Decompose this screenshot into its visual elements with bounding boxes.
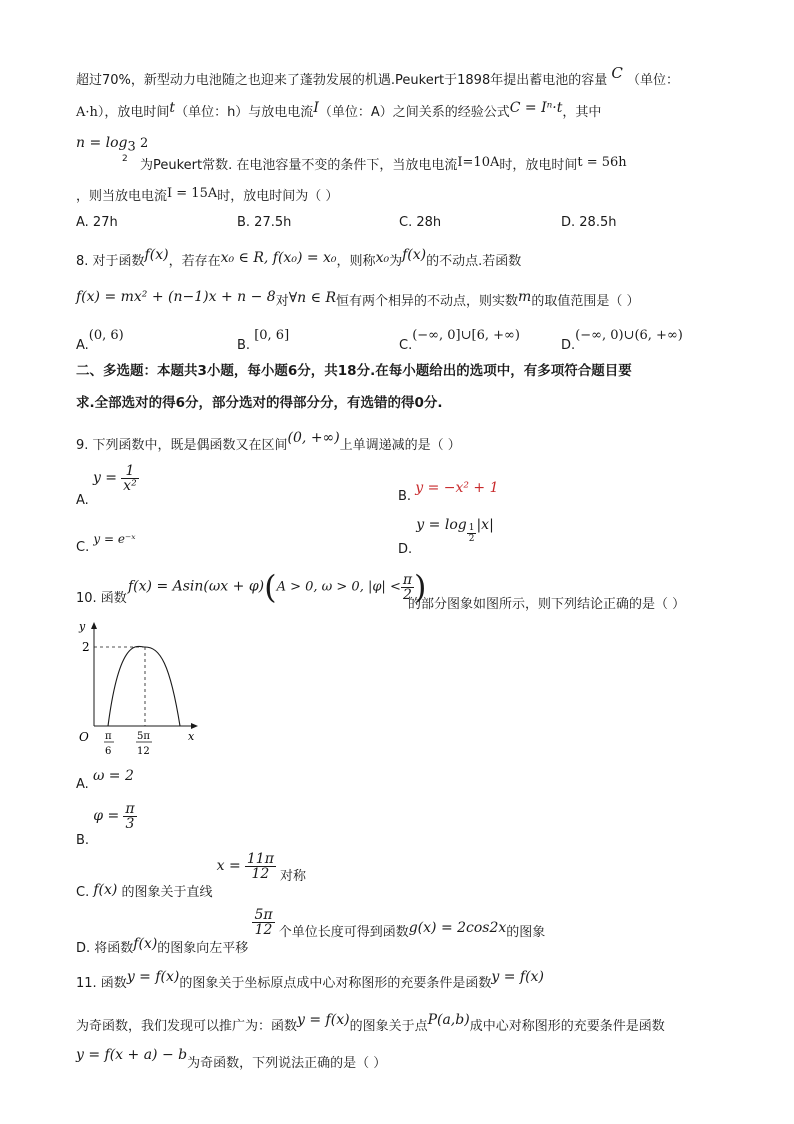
q7-n-formula: n = log [76, 135, 128, 151]
q8-line2-b: 恒有两个相异的不动点，则实数 [336, 294, 519, 309]
q7-line2-b: （单位：h）与放电电流 [175, 105, 314, 120]
q10-formula-block [128, 568, 427, 606]
q10-option-d-frac [252, 908, 274, 937]
q10-option-c-fx: f(x) [93, 882, 118, 898]
q9-stem [76, 430, 461, 455]
q10-option-b[interactable] [76, 801, 137, 848]
q8-option-c[interactable] [399, 328, 520, 353]
q8-fx: f(x) [144, 247, 169, 263]
q11-formula: y = f(x + a) − b [76, 1047, 188, 1063]
q7-option-d[interactable]: D. 28.5h [561, 215, 617, 230]
q10-stem-num: 10. 函数 [76, 591, 127, 606]
q7-i10: I=10A [457, 155, 500, 170]
q7-half: 2 [122, 154, 128, 164]
q8-option-d-value: (−∞, 0)∪(6, +∞) [575, 328, 683, 343]
q10-cond-den: 2 [402, 586, 412, 603]
q10-c-num: 11π [246, 851, 274, 867]
q10-b-den: 3 [125, 816, 135, 832]
q9-option-d[interactable] [398, 515, 494, 557]
q7-var-t: t [169, 100, 176, 116]
q8-line1-e: 的不动点.若函数 [426, 254, 522, 269]
q10-option-c-label: C. [76, 885, 90, 900]
q10-formula: f(x) = Asin(ωx + φ) [128, 578, 265, 595]
q7-var-c: C [611, 64, 623, 82]
q11-line2 [76, 1012, 665, 1036]
q10-cond: A > 0, ω > 0, |φ| < [276, 579, 401, 595]
q10-x-arrow [191, 723, 198, 729]
q7-line5 [76, 188, 338, 206]
q9-a-den: x² [123, 478, 137, 494]
q9-option-b-label: B. [398, 489, 412, 504]
q9-option-b-formula: y = −x² + 1 [415, 480, 499, 496]
q7-log-base: 3 [127, 139, 136, 155]
q7-line4 [76, 157, 627, 175]
q7-t56: t = 56h [577, 155, 627, 170]
q10-graph [70, 614, 210, 764]
q10-option-d-b: 的图象向左平移 [157, 941, 249, 956]
q8-fx-2: f(x) [402, 247, 427, 263]
q8-line2-a: 对 [275, 294, 289, 309]
q11-line3-a: 为奇函数，下列说法正确的是（ ） [187, 1056, 387, 1071]
q10-y-tick: 2 [82, 640, 90, 654]
q11-line1-b: 的图象关于坐标原点成中心对称图形的充要条件是函数 [179, 976, 492, 991]
q7-log-arg: 2 [139, 136, 149, 151]
q8-forall: ∀n ∈ R [288, 290, 337, 306]
q9-option-a-label: A. [76, 493, 89, 508]
q10-b-num: π [125, 801, 135, 817]
q9-option-c-label: C. [76, 540, 90, 555]
q10-paren-close: ) [414, 568, 427, 606]
q8-option-d-label: D. [561, 338, 576, 353]
q10-c-den: 12 [251, 866, 270, 882]
q10-stem-b: 的部分图象如图所示，则下列结论正确的是（ ） [408, 597, 686, 612]
q8-cond: x₀ ∈ R, f(x₀) = x₀ [220, 250, 337, 266]
q7-line3 [76, 134, 148, 157]
q8-line1-b: ，若存在 [168, 254, 221, 269]
q8-m: m [518, 289, 532, 305]
q10-option-c-b: 对称 [280, 869, 307, 884]
q7-unit-open: （单位： [627, 73, 680, 88]
q7-line2-c: （单位：A）之间关系的经验公式 [318, 105, 510, 120]
q9-stem-b: 上单调递减的是（ ） [339, 438, 461, 453]
q10-option-d-c: 个单位长度可得到函数 [278, 925, 409, 940]
q10-option-a-formula: ω = 2 [92, 768, 134, 784]
q11-line1 [76, 969, 544, 993]
q7-unit-ah: A·h [76, 105, 98, 120]
q8-option-a-label: A. [76, 338, 89, 353]
q8-option-b-value: [0, 6] [254, 328, 290, 343]
q8-option-d[interactable] [561, 328, 683, 353]
q7-line4-a: 为Peukert常数. 在电池容量不变的条件下，当放电电流 [140, 158, 458, 173]
q10-x-tick1-den: 6 [105, 746, 112, 757]
q9-option-a[interactable] [76, 463, 139, 508]
q8-option-b[interactable] [237, 328, 290, 353]
q7-option-a[interactable]: A. 27h [76, 215, 118, 230]
q9-option-c-formula: y = e⁻ˣ [93, 532, 136, 546]
q10-option-b-frac [123, 802, 136, 831]
q10-x-tick2-den: 12 [137, 746, 150, 757]
q7-line5-b: 时，放电时间为（ ） [217, 189, 339, 204]
q7-formula: C = Iⁿ·t [509, 100, 563, 116]
q8-option-a[interactable] [76, 328, 124, 353]
q8-option-b-label: B. [237, 338, 251, 353]
q10-option-a-label: A. [76, 777, 89, 792]
q7-option-b[interactable]: B. 27.5h [237, 215, 292, 230]
q10-x-tick2-num: 5π [137, 731, 150, 742]
q10-option-c-frac [245, 852, 276, 881]
q7-var-i: I [313, 100, 319, 116]
q7-line2-a: ），放电时间 [97, 105, 170, 120]
q11-yfx: y = f(x) [126, 969, 180, 985]
q10-option-a[interactable] [76, 768, 134, 792]
q10-x-label: x [188, 730, 195, 743]
q8-option-a-value: (0, 6) [88, 328, 124, 343]
q10-origin: O [79, 730, 89, 744]
q9-option-d-arg: |x| [476, 517, 494, 533]
q8-line1 [76, 247, 522, 271]
q9-option-a-frac [121, 464, 139, 493]
q10-option-d-d: 的图象 [506, 925, 546, 940]
q9-option-b[interactable] [398, 480, 499, 504]
q7-line4-b: 时，放电时间 [499, 158, 578, 173]
q10-d-num: 5π [254, 907, 273, 923]
q11-line2-a: 为奇函数，我们发现可以推广为：函数 [76, 1019, 298, 1034]
q9-d-base-num: 1 [468, 523, 475, 533]
q10-option-d[interactable] [76, 907, 546, 956]
q7-line1 [76, 64, 680, 90]
q10-option-c[interactable] [76, 851, 307, 900]
q7-line5-a: ，则当放电电流 [76, 189, 168, 204]
q10-option-c-a: 的图象关于直线 [121, 885, 213, 900]
q10-option-c-lhs: x = [216, 858, 241, 874]
q11-line2-b: 的图象关于点 [349, 1019, 428, 1034]
q7-option-c[interactable]: C. 28h [399, 215, 442, 230]
q11-yfx-2: y = f(x) [491, 969, 544, 985]
q7-i15: I = 15A [167, 186, 218, 201]
q10-option-b-label: B. [76, 833, 90, 848]
q7-line1-text: 超过70%，新型动力电池随之也迎来了蓬勃发展的机遇.Peukert于1898年提出蓄电池的容量 [76, 73, 608, 88]
q9-stem-a: 9. 下列函数中，既是偶函数又在区间 [76, 438, 288, 453]
q9-d-base-den: 2 [468, 534, 475, 544]
q8-line2-c: 的取值范围是（ ） [531, 294, 640, 309]
q8-option-c-label: C. [399, 338, 413, 353]
section2-line1: 二、多选题：本题共3小题，每小题6分，共18分.在每小题给出的选项中，有多项符合题目要 [76, 363, 632, 379]
q7-line2 [76, 100, 602, 122]
q10-y-label: y [79, 620, 86, 633]
q9-interval: (0, +∞) [287, 430, 340, 446]
q9-option-c[interactable] [76, 532, 136, 555]
q9-option-d-label: D. [398, 542, 413, 557]
q8-formula: f(x) = mx² + (n−1)x + n − 8 [76, 289, 276, 305]
q10-y-arrow [91, 622, 97, 629]
q8-line1-a: 8. 对于函数 [76, 254, 145, 269]
section2-line2: 求.全部选对的得6分，部分选对的得部分分，有选错的得0分. [76, 395, 443, 411]
q11-line3 [76, 1046, 387, 1071]
q9-option-d-formula: y = log [416, 517, 467, 533]
q10-cond-num: π [402, 571, 413, 588]
q8-x0: x₀ [375, 250, 390, 266]
q10-stem [76, 590, 127, 608]
q10-option-d-a: D. 将函数 [76, 941, 134, 956]
q10-d-den: 12 [254, 922, 273, 938]
q11-point: P(a,b) [427, 1012, 470, 1028]
q9-option-a-lhs: y = [92, 470, 118, 486]
q9-option-d-base [467, 523, 477, 544]
q8-option-c-value: (−∞, 0]∪[6, +∞) [412, 328, 520, 343]
q10-paren-open: ( [264, 568, 277, 606]
q10-curve [108, 646, 180, 726]
q8-line2 [76, 289, 640, 311]
q10-option-d-g: g(x) = 2cos2x [408, 920, 507, 936]
q11-line2-c: 成中心对称图形的充要条件是函数 [469, 1019, 665, 1034]
q10-option-d-fx: f(x) [133, 936, 158, 952]
q10-option-b-lhs: φ = [93, 808, 120, 824]
q9-a-num: 1 [121, 464, 139, 479]
q10-x-tick1-num: π [105, 731, 112, 742]
q8-line1-d: 为 [389, 254, 403, 269]
q11-yfx-3: y = f(x) [297, 1012, 350, 1028]
q11-line1-a: 11. 函数 [76, 976, 127, 991]
q8-line1-c: ，则称 [336, 254, 376, 269]
q7-line2-d: ，其中 [562, 105, 602, 120]
